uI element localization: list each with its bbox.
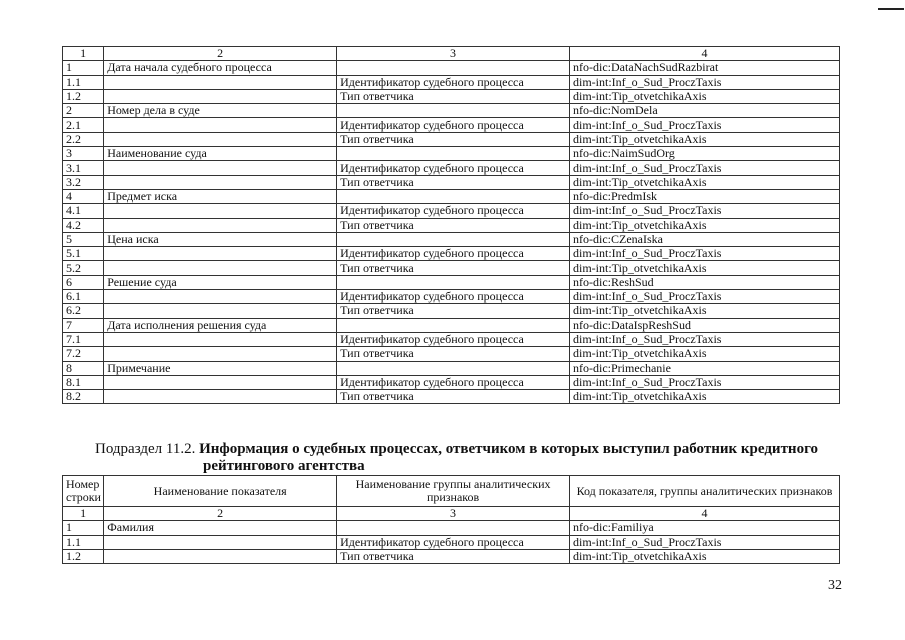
table-row <box>63 347 840 361</box>
group-name-cell <box>337 275 570 289</box>
indicator-code-cell: dim-int:Inf_o_Sud_ProczTaxis <box>570 332 840 346</box>
indicator-code-cell: nfo-dic:Familiya <box>570 521 840 535</box>
group-name-cell: Идентификатор судебного процесса <box>337 75 570 89</box>
indicator-name-cell <box>104 161 337 175</box>
header-indicator-name: Наименование показателя <box>104 476 337 507</box>
indicator-code-cell: nfo-dic:Primechanie <box>570 361 840 375</box>
table-row <box>63 390 840 404</box>
table-row <box>63 361 840 375</box>
column-number-cell: 1 <box>63 47 104 61</box>
indicator-name-cell <box>104 89 337 103</box>
indicator-name-cell <box>104 118 337 132</box>
table-row <box>63 189 840 203</box>
group-name-cell <box>337 318 570 332</box>
indicator-code-cell: dim-int:Tip_otvetchikaAxis <box>570 347 840 361</box>
indicator-code-cell: dim-int:Inf_o_Sud_ProczTaxis <box>570 290 840 304</box>
column-number-cell: 4 <box>570 507 840 521</box>
table-row <box>63 304 840 318</box>
row-number-cell: 7 <box>63 318 104 332</box>
indicator-code-cell: dim-int:Inf_o_Sud_ProczTaxis <box>570 204 840 218</box>
row-number-cell: 4.1 <box>63 204 104 218</box>
group-name-cell: Тип ответчика <box>337 390 570 404</box>
group-name-cell: Тип ответчика <box>337 261 570 275</box>
indicator-code-cell: dim-int:Tip_otvetchikaAxis <box>570 132 840 146</box>
indicator-code-cell: dim-int:Inf_o_Sud_ProczTaxis <box>570 75 840 89</box>
table-row <box>63 104 840 118</box>
row-number-cell: 6.1 <box>63 290 104 304</box>
indicator-code-cell: dim-int:Tip_otvetchikaAxis <box>570 261 840 275</box>
row-number-cell: 4.2 <box>63 218 104 232</box>
indicator-name-cell <box>104 247 337 261</box>
row-number-cell: 3 <box>63 147 104 161</box>
indicator-code-cell: nfo-dic:NaimSudOrg <box>570 147 840 161</box>
indicator-table-11-2 <box>62 475 840 564</box>
table-row <box>63 318 840 332</box>
page-number: 32 <box>828 578 842 593</box>
table-row <box>63 290 840 304</box>
indicator-code-cell: nfo-dic:CZenaIska <box>570 232 840 246</box>
row-number-cell: 5.1 <box>63 247 104 261</box>
column-number-cell: 3 <box>337 507 570 521</box>
indicator-code-cell: dim-int:Tip_otvetchikaAxis <box>570 175 840 189</box>
indicator-name-cell <box>104 75 337 89</box>
indicator-name-cell <box>104 347 337 361</box>
indicator-name-cell: Дата исполнения решения суда <box>104 318 337 332</box>
group-name-cell <box>337 147 570 161</box>
row-number-cell: 1 <box>63 521 104 535</box>
indicator-code-cell: dim-int:Tip_otvetchikaAxis <box>570 549 840 563</box>
group-name-cell: Идентификатор судебного процесса <box>337 118 570 132</box>
table-row <box>63 204 840 218</box>
table-row <box>63 375 840 389</box>
indicator-name-cell <box>104 175 337 189</box>
group-name-cell: Тип ответчика <box>337 175 570 189</box>
group-name-cell: Идентификатор судебного процесса <box>337 161 570 175</box>
indicator-code-cell: dim-int:Inf_o_Sud_ProczTaxis <box>570 161 840 175</box>
indicator-name-cell <box>104 549 337 563</box>
table-row <box>63 89 840 103</box>
group-name-cell: Идентификатор судебного процесса <box>337 290 570 304</box>
indicator-code-cell: dim-int:Inf_o_Sud_ProczTaxis <box>570 118 840 132</box>
group-name-cell: Тип ответчика <box>337 347 570 361</box>
indicator-code-cell: nfo-dic:DataNachSudRazbirat <box>570 61 840 75</box>
group-name-cell <box>337 61 570 75</box>
indicator-name-cell <box>104 535 337 549</box>
group-name-cell <box>337 232 570 246</box>
indicator-code-cell: nfo-dic:ReshSud <box>570 275 840 289</box>
table-row <box>63 161 840 175</box>
group-name-cell: Идентификатор судебного процесса <box>337 332 570 346</box>
indicator-code-cell: nfo-dic:PredmIsk <box>570 189 840 203</box>
group-name-cell: Идентификатор судебного процесса <box>337 204 570 218</box>
indicator-code-cell: dim-int:Tip_otvetchikaAxis <box>570 89 840 103</box>
group-name-cell: Идентификатор судебного процесса <box>337 375 570 389</box>
table-row <box>63 75 840 89</box>
group-name-cell <box>337 189 570 203</box>
indicator-name-cell <box>104 132 337 146</box>
row-number-cell: 8.2 <box>63 390 104 404</box>
group-name-cell: Тип ответчика <box>337 89 570 103</box>
row-number-cell: 1.2 <box>63 549 104 563</box>
table-row <box>63 218 840 232</box>
table-row <box>63 521 840 535</box>
table-row <box>63 247 840 261</box>
subsection-heading <box>95 441 855 474</box>
indicator-code-cell: dim-int:Tip_otvetchikaAxis <box>570 304 840 318</box>
indicator-code-cell: dim-int:Tip_otvetchikaAxis <box>570 218 840 232</box>
header-row-number: Номер строки <box>63 476 104 507</box>
table-row <box>63 232 840 246</box>
group-name-cell <box>337 521 570 535</box>
indicator-name-cell <box>104 218 337 232</box>
column-number-cell: 1 <box>63 507 104 521</box>
subsection-title-line2: рейтингового агентства <box>203 458 365 474</box>
table-row <box>63 275 840 289</box>
top-rule <box>878 8 904 10</box>
row-number-cell: 5.2 <box>63 261 104 275</box>
subsection-title-line1: Информация о судебных процессах, ответчиком в которых выступил работник кредитного <box>199 441 819 457</box>
indicator-code-cell: dim-int:Inf_o_Sud_ProczTaxis <box>570 375 840 389</box>
indicator-name-cell: Цена иска <box>104 232 337 246</box>
indicator-name-cell: Наименование суда <box>104 147 337 161</box>
indicator-code-cell: dim-int:Inf_o_Sud_ProczTaxis <box>570 535 840 549</box>
column-number-row <box>63 47 840 61</box>
table-row <box>63 147 840 161</box>
indicator-name-cell: Предмет иска <box>104 189 337 203</box>
table-row <box>63 549 840 563</box>
table-row <box>63 132 840 146</box>
column-number-cell: 2 <box>104 507 337 521</box>
group-name-cell: Тип ответчика <box>337 549 570 563</box>
row-number-cell: 7.1 <box>63 332 104 346</box>
indicator-name-cell: Фамилия <box>104 521 337 535</box>
table-row <box>63 118 840 132</box>
row-number-cell: 1.1 <box>63 75 104 89</box>
table-row <box>63 332 840 346</box>
row-number-cell: 6 <box>63 275 104 289</box>
row-number-cell: 2 <box>63 104 104 118</box>
row-number-cell: 1 <box>63 61 104 75</box>
table-row <box>63 61 840 75</box>
indicator-code-cell: dim-int:Inf_o_Sud_ProczTaxis <box>570 247 840 261</box>
header-group-name: Наименование группы аналитических признаков <box>337 476 570 507</box>
table-row <box>63 175 840 189</box>
indicator-name-cell <box>104 332 337 346</box>
column-number-row <box>63 507 840 521</box>
indicator-code-cell: dim-int:Tip_otvetchikaAxis <box>570 390 840 404</box>
indicator-name-cell <box>104 390 337 404</box>
indicator-table-11-1 <box>62 46 840 404</box>
indicator-name-cell: Дата начала судебного процесса <box>104 61 337 75</box>
row-number-cell: 6.2 <box>63 304 104 318</box>
indicator-name-cell <box>104 304 337 318</box>
indicator-name-cell <box>104 290 337 304</box>
group-name-cell: Тип ответчика <box>337 132 570 146</box>
group-name-cell: Идентификатор судебного процесса <box>337 535 570 549</box>
row-number-cell: 7.2 <box>63 347 104 361</box>
row-number-cell: 5 <box>63 232 104 246</box>
column-number-cell: 3 <box>337 47 570 61</box>
table-header-row <box>63 476 840 507</box>
row-number-cell: 1.2 <box>63 89 104 103</box>
indicator-name-cell: Номер дела в суде <box>104 104 337 118</box>
row-number-cell: 3.1 <box>63 161 104 175</box>
row-number-cell: 8.1 <box>63 375 104 389</box>
header-indicator-code: Код показателя, группы аналитических признаков <box>570 476 840 507</box>
column-number-cell: 2 <box>104 47 337 61</box>
row-number-cell: 4 <box>63 189 104 203</box>
group-name-cell: Тип ответчика <box>337 218 570 232</box>
column-number-cell: 4 <box>570 47 840 61</box>
group-name-cell <box>337 104 570 118</box>
row-number-cell: 3.2 <box>63 175 104 189</box>
row-number-cell: 8 <box>63 361 104 375</box>
subsection-number: Подраздел 11.2. <box>95 441 196 457</box>
table-row <box>63 535 840 549</box>
indicator-name-cell <box>104 261 337 275</box>
row-number-cell: 2.1 <box>63 118 104 132</box>
row-number-cell: 1.1 <box>63 535 104 549</box>
indicator-name-cell: Решение суда <box>104 275 337 289</box>
indicator-code-cell: nfo-dic:NomDela <box>570 104 840 118</box>
group-name-cell: Тип ответчика <box>337 304 570 318</box>
indicator-code-cell: nfo-dic:DataIspReshSud <box>570 318 840 332</box>
group-name-cell <box>337 361 570 375</box>
table-row <box>63 261 840 275</box>
indicator-name-cell <box>104 204 337 218</box>
group-name-cell: Идентификатор судебного процесса <box>337 247 570 261</box>
indicator-name-cell <box>104 375 337 389</box>
row-number-cell: 2.2 <box>63 132 104 146</box>
indicator-name-cell: Примечание <box>104 361 337 375</box>
